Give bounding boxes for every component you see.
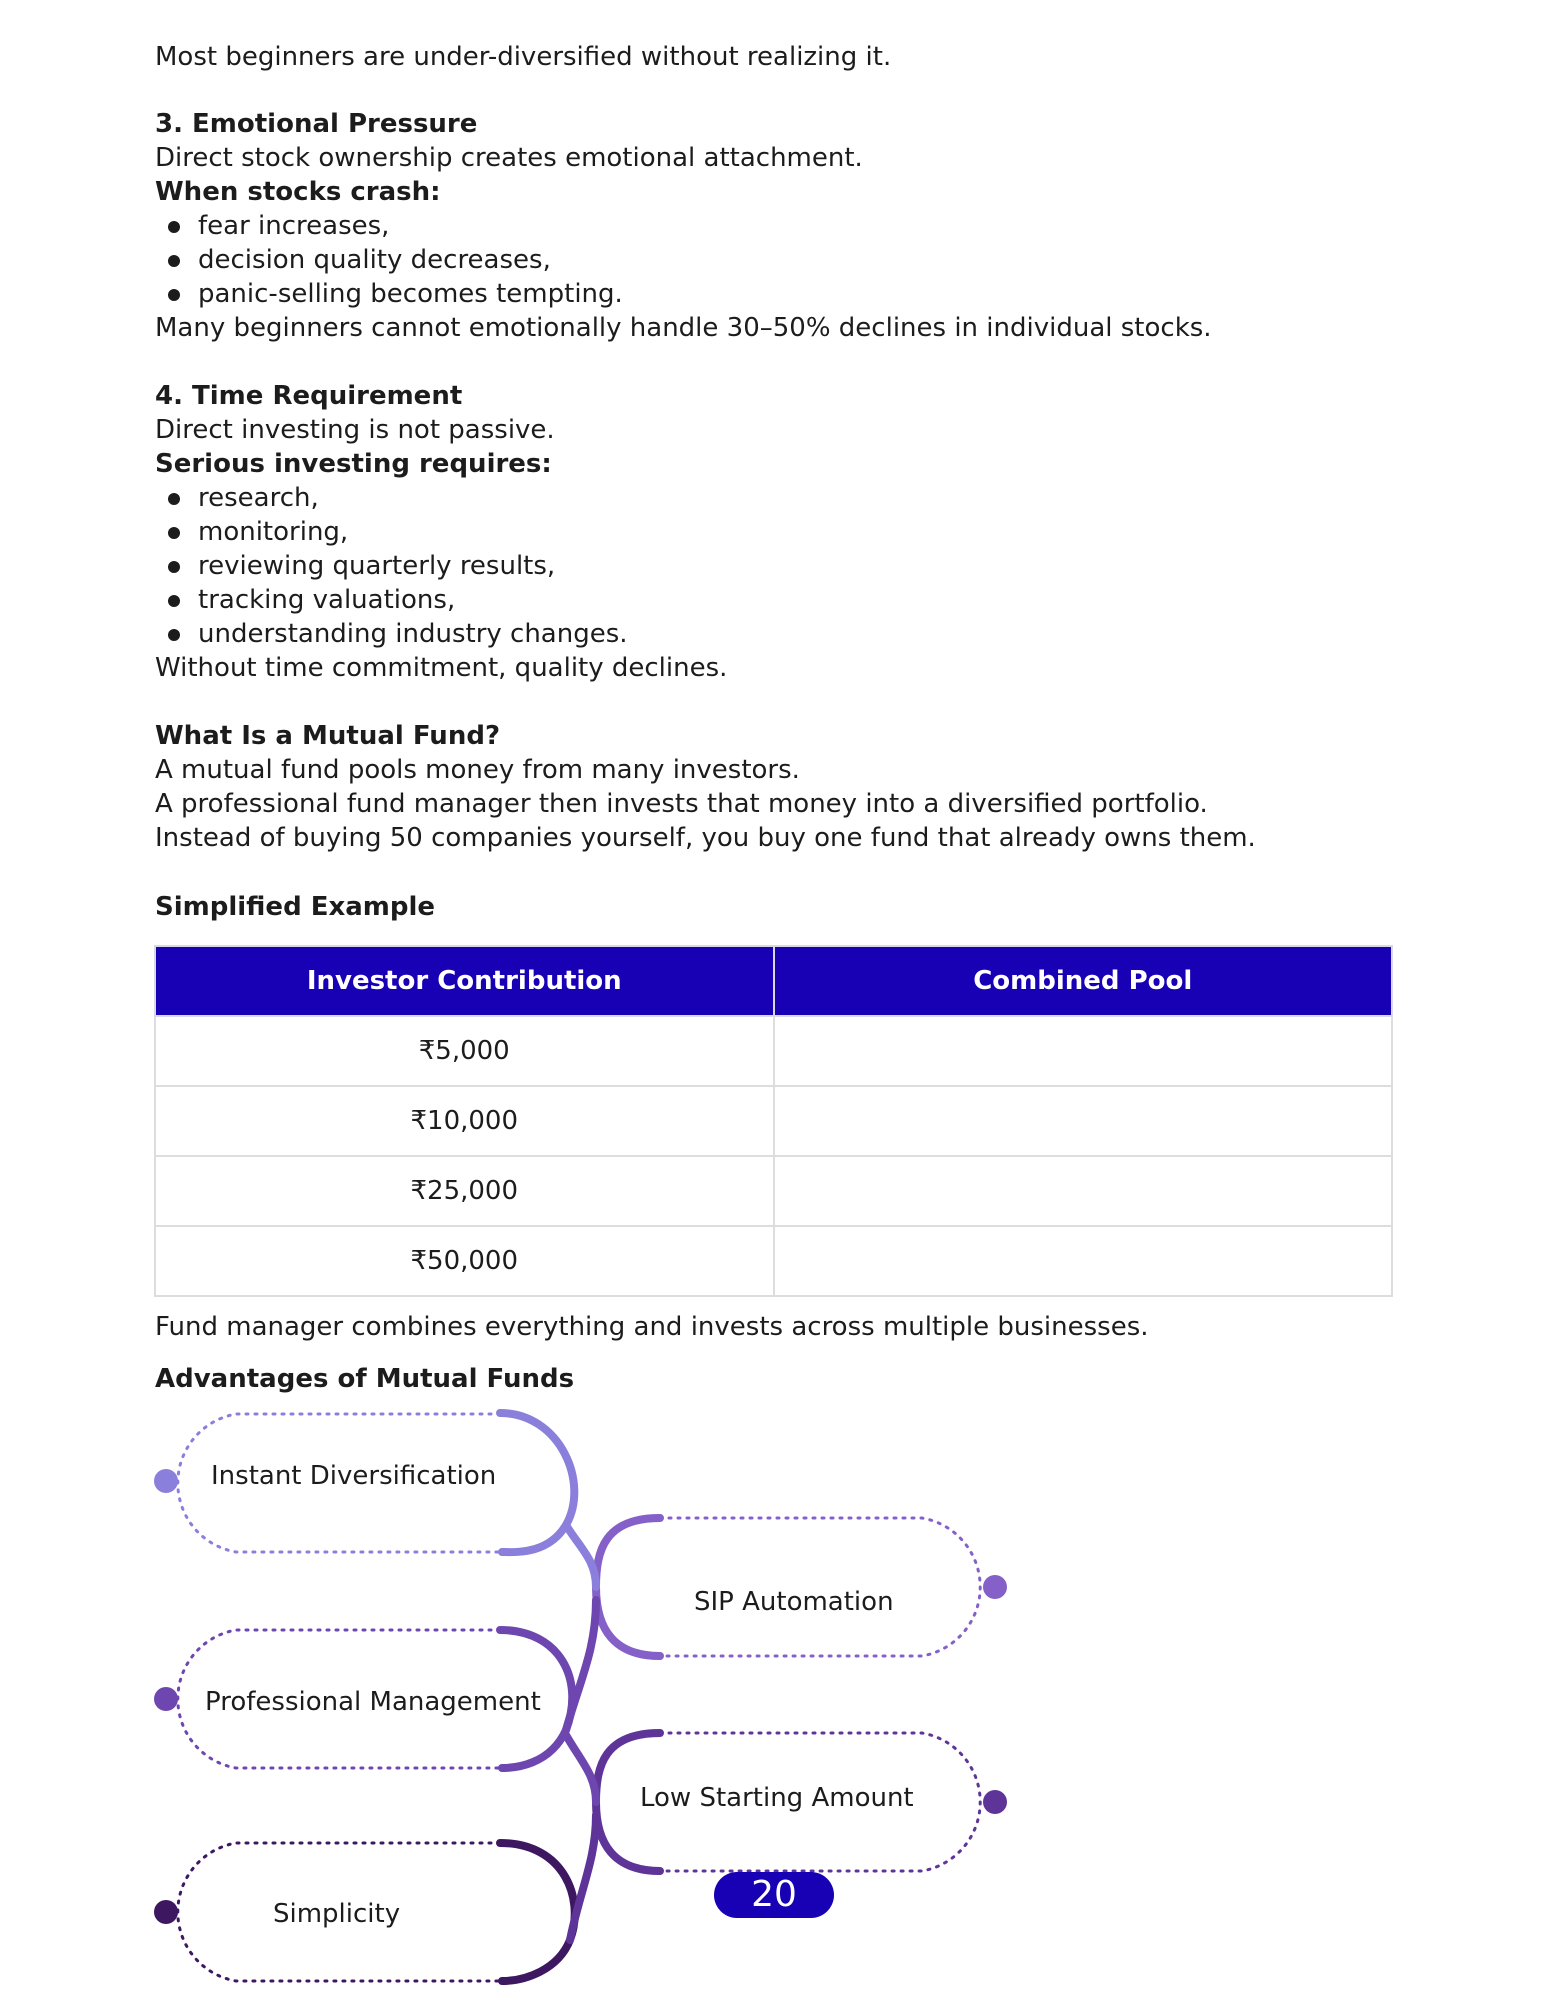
advantages-heading: Advantages of Mutual Funds: [155, 1364, 575, 1394]
mutual-fund-line: Instead of buying 50 companies yourself, you buy one fund that already owns them.: [155, 823, 1256, 853]
section4-bullet: understanding industry changes.: [198, 619, 628, 649]
table-cell: ₹50,000: [155, 1226, 774, 1296]
section4-subheading: Serious investing requires:: [155, 449, 552, 479]
section3-line: Direct stock ownership creates emotional attachment.: [155, 143, 863, 173]
spine-segment: [566, 1600, 596, 1730]
section3-bullet: decision quality decreases,: [198, 245, 551, 275]
table-cell: ₹25,000: [155, 1156, 774, 1226]
column-header: Investor Contribution: [155, 946, 774, 1016]
section4-heading: 4. Time Requirement: [155, 381, 463, 411]
section4-bullet: reviewing quarterly results,: [198, 551, 556, 581]
advantage-label: SIP Automation: [694, 1587, 894, 1617]
section3-closing: Many beginners cannot emotionally handle 30–50% declines in individual stocks.: [155, 313, 1212, 343]
advantage-label: Professional Management: [205, 1687, 541, 1717]
spine-segment: [566, 1525, 596, 1587]
section4-bullet: monitoring,: [198, 517, 349, 547]
table-cell: ₹10,000: [155, 1086, 774, 1156]
spine-segment: [596, 1518, 660, 1656]
section3-subheading: When stocks crash:: [155, 177, 441, 207]
spine-segment: [570, 1815, 596, 1940]
example-heading: Simplified Example: [155, 892, 436, 922]
advantage-label: Low Starting Amount: [640, 1783, 914, 1813]
after-table-line: Fund manager combines everything and invests across multiple businesses.: [155, 1312, 1149, 1342]
advantage-label: Simplicity: [273, 1899, 401, 1929]
column-header: Combined Pool: [774, 946, 1393, 1016]
section4-bullet: tracking valuations,: [198, 585, 456, 615]
section3-bullet: panic-selling becomes tempting.: [198, 279, 623, 309]
advantage-label: Instant Diversification: [211, 1461, 497, 1491]
node-dot: [154, 1469, 178, 1493]
section3-bullet: fear increases,: [198, 211, 390, 241]
node-dot: [154, 1687, 178, 1711]
section4-closing: Without time commitment, quality declines.: [155, 653, 728, 683]
section4-bullet: research,: [198, 483, 319, 513]
section3-heading: 3. Emotional Pressure: [155, 109, 478, 139]
spine-segment: [500, 1413, 574, 1552]
node-dot: [983, 1790, 1007, 1814]
section4-line: Direct investing is not passive.: [155, 415, 555, 445]
mutual-fund-line: A mutual fund pools money from many investors.: [155, 755, 800, 785]
intro-line: Most beginners are under-diversified without realizing it.: [155, 42, 892, 72]
table-cell: ₹5,000: [155, 1016, 774, 1086]
node-dot: [154, 1900, 178, 1924]
node-dot: [983, 1575, 1007, 1599]
spine-segment: [566, 1735, 596, 1802]
spine-segment: [500, 1843, 575, 1981]
page-number: 20: [714, 1872, 834, 1918]
mutual-fund-heading: What Is a Mutual Fund?: [155, 721, 501, 751]
mutual-fund-line: A professional fund manager then invests that money into a diversified portfolio.: [155, 789, 1208, 819]
